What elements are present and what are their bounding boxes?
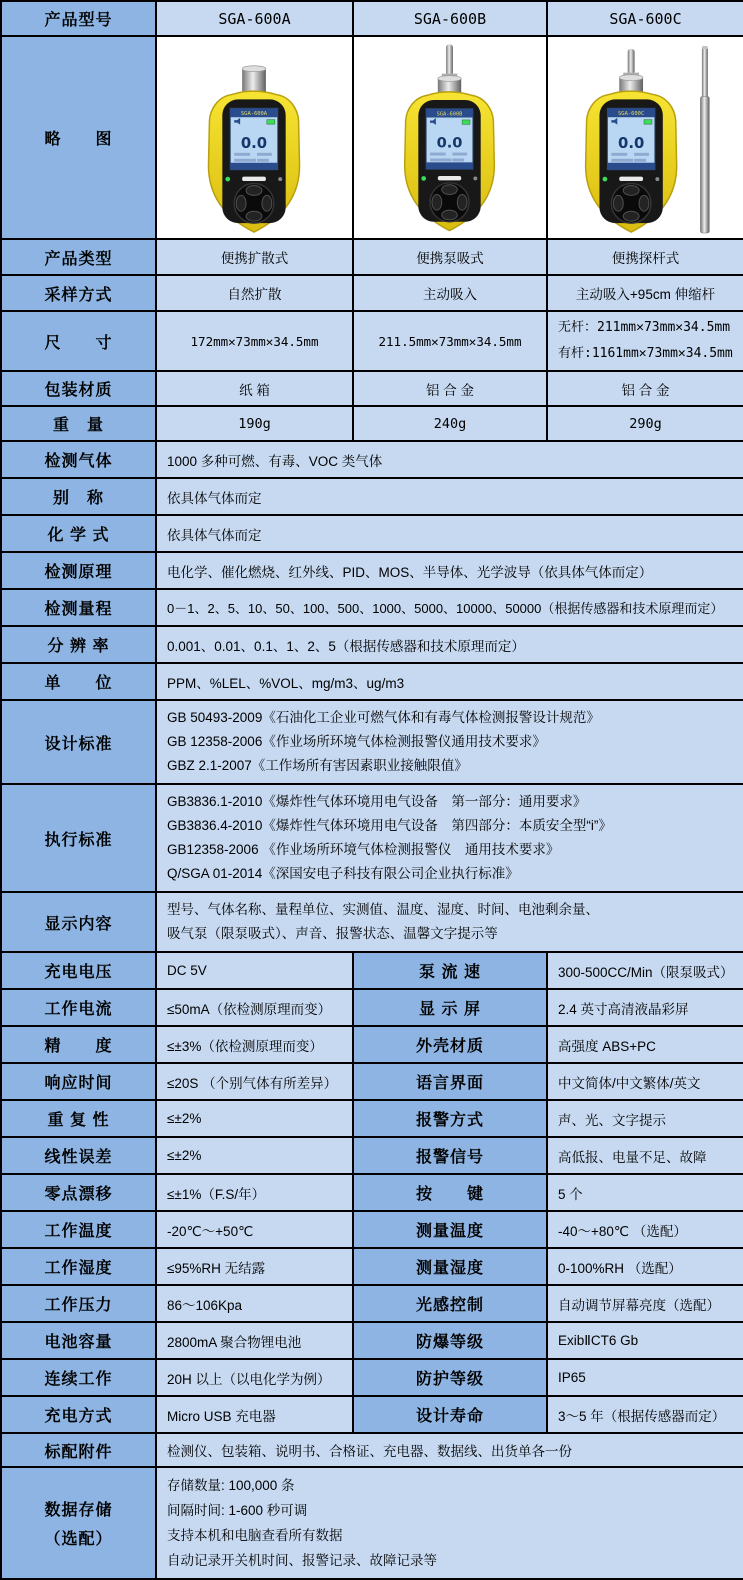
spec-label: 防爆等级 [353, 1322, 547, 1359]
sketch-cell-a [156, 36, 353, 239]
row-spec-4 [1, 1100, 743, 1137]
spec-label: 精 度 [1, 1026, 156, 1063]
spec-label: 重 复 性 [1, 1100, 156, 1137]
storage-lines [157, 1468, 743, 1578]
cell-value: 290g [547, 406, 743, 441]
content-line: 吸气泵（限泵吸式）、声音、报警状态、温馨文字提示等 [167, 926, 498, 941]
row-product-type [1, 239, 743, 275]
spec-label: 外壳材质 [353, 1026, 547, 1063]
standard-line: GB3836.4-2010《爆炸性气体环境用电气设备 第四部分：本质安全型“i”》 [167, 818, 612, 833]
storage-label-line-1: 数据存储 [44, 1502, 113, 1519]
spec-label: 响应时间 [1, 1063, 156, 1100]
spec-value: IP65 [547, 1359, 743, 1396]
model-name-a: SGA-600A [156, 1, 353, 36]
spec-value: 86～106Kpa [156, 1285, 353, 1322]
detector-a-illustration [157, 37, 352, 238]
spec-value: ≤±2% [156, 1137, 353, 1174]
cell-value: 便携探杆式 [547, 239, 743, 275]
spec-label: 测量温度 [353, 1211, 547, 1248]
row-label: 包装材质 [1, 371, 156, 406]
row-spec-0 [1, 952, 743, 989]
cell-value: 主动吸入 [353, 275, 547, 311]
spec-value: -40～+80℃ （选配） [547, 1211, 743, 1248]
model-name-c: SGA-600C [547, 1, 743, 36]
row-formula [1, 515, 743, 552]
row-spec-2 [1, 1026, 743, 1063]
telescopic-rod-icon [700, 46, 709, 233]
storage-line: 支持本机和电脑查看所有数据 [167, 1528, 343, 1543]
spec-label: 连续工作 [1, 1359, 156, 1396]
row-label: 检测原理 [1, 552, 156, 589]
row-spec-10 [1, 1322, 743, 1359]
storage-label-line-2: （选配） [44, 1531, 113, 1548]
spec-label: 测量湿度 [353, 1248, 547, 1285]
row-label: 标配附件 [1, 1433, 156, 1467]
row-sketch [1, 36, 743, 239]
spec-value: 0-100%RH （选配） [547, 1248, 743, 1285]
spec-value: 2800mA 聚合物锂电池 [156, 1322, 353, 1359]
spec-value: 5 个 [547, 1174, 743, 1211]
spec-value: ≤±2% [156, 1100, 353, 1137]
spec-label: 工作湿度 [1, 1248, 156, 1285]
row-data-storage [1, 1467, 743, 1579]
cell-value [156, 1467, 743, 1579]
row-model [1, 1, 743, 36]
standard-lines [157, 785, 743, 891]
row-label: 单 位 [1, 663, 156, 700]
spec-label: 设计寿命 [353, 1396, 547, 1433]
cell-value: 主动吸入+95cm 伸缩杆 [547, 275, 743, 311]
spec-label: 报警方式 [353, 1100, 547, 1137]
detector-c-illustration [548, 37, 743, 238]
detector-b-illustration [354, 37, 546, 238]
row-range [1, 589, 743, 626]
row-principle [1, 552, 743, 589]
spec-label: 防护等级 [353, 1359, 547, 1396]
cell-value [156, 784, 743, 892]
row-label-sketch: 略 图 [1, 36, 156, 239]
pump-probe-icon [628, 49, 635, 75]
storage-line: 间隔时间: 1-600 秒可调 [167, 1503, 308, 1518]
spec-value: DC 5V [156, 952, 353, 989]
cell-value [156, 700, 743, 784]
detector-c-image [548, 37, 743, 238]
spec-value: ExibⅡCT6 Gb [547, 1322, 743, 1359]
row-label: 尺 寸 [1, 311, 156, 371]
row-alias [1, 478, 743, 515]
spec-label: 泵 流 速 [353, 952, 547, 989]
spec-value: 2.4 英寸高清液晶彩屏 [547, 989, 743, 1026]
cell-value: 依具体气体而定 [156, 515, 743, 552]
storage-line: 存储数量: 100,000 条 [167, 1478, 295, 1493]
row-spec-5 [1, 1137, 743, 1174]
row-label: 分 辨 率 [1, 626, 156, 663]
row-sampling [1, 275, 743, 311]
row-size [1, 311, 743, 371]
row-resolution [1, 626, 743, 663]
spec-value: Micro USB 充电器 [156, 1396, 353, 1433]
spec-value: 3～5 年（根据传感器而定） [547, 1396, 743, 1433]
standard-line: GB 50493-2009《石油化工企业可燃气体和有毒气体检测报警设计规范》 [167, 710, 600, 725]
row-label: 显示内容 [1, 892, 156, 952]
size-line-2: 有杆:1161mm✕73mm✕34.5mm [558, 346, 733, 361]
spec-value: ≤20S （个别气体有所差异） [156, 1063, 353, 1100]
standard-line: GB3836.1-2010《爆炸性气体环境用电气设备 第一部分：通用要求》 [167, 794, 587, 809]
screen-reading: 0.0 [436, 134, 463, 152]
spec-value: 高低报、电量不足、故障 [547, 1137, 743, 1174]
row-design-standard [1, 700, 743, 784]
spec-label: 光感控制 [353, 1285, 547, 1322]
model-name-b: SGA-600B [353, 1, 547, 36]
storage-line: 自动记录开关机时间、报警记录、故障记录等 [167, 1553, 437, 1568]
screen-model-text: SGA-600A [240, 111, 268, 118]
screen-reading: 0.0 [618, 134, 645, 152]
row-display-content [1, 892, 743, 952]
content-line: 型号、气体名称、量程单位、实测值、温度、湿度、时间、电池剩余量、 [167, 902, 599, 917]
screen-reading: 0.0 [240, 134, 268, 152]
standard-line: GBZ 2.1-2007《工作场所有害因素职业接触限值》 [167, 758, 468, 773]
row-spec-3 [1, 1063, 743, 1100]
spec-label: 报警信号 [353, 1137, 547, 1174]
cell-value: 211.5mm✕73mm✕34.5mm [353, 311, 547, 371]
screen-model-text: SGA-600B [436, 111, 463, 118]
spec-value: ≤95%RH 无结露 [156, 1248, 353, 1285]
spec-value: -20℃～+50℃ [156, 1211, 353, 1248]
spec-value: 高强度 ABS+PC [547, 1026, 743, 1063]
standard-line: GB12358-2006 《作业场所环境气体检测报警仪 通用技术要求》 [167, 842, 560, 857]
cell-value: 172mm✕73mm✕34.5mm [156, 311, 353, 371]
spec-value: 中文简体/中文繁体/英文 [547, 1063, 743, 1100]
cell-value: 便携扩散式 [156, 239, 353, 275]
sensor-cap-icon [242, 69, 266, 94]
row-accessories [1, 1433, 743, 1467]
row-label: 化 学 式 [1, 515, 156, 552]
cell-value: 0－1、2、5、10、50、100、500、1000、5000、10000、50000（根据传感器和技术原理而定） [156, 589, 743, 626]
row-spec-7 [1, 1211, 743, 1248]
row-label: 检测气体 [1, 441, 156, 478]
spec-label: 工作温度 [1, 1211, 156, 1248]
cell-value: 1000 多种可燃、有毒、VOC 类气体 [156, 441, 743, 478]
spec-label: 电池容量 [1, 1322, 156, 1359]
row-spec-1 [1, 989, 743, 1026]
row-label: 别 称 [1, 478, 156, 515]
detector-a-image [157, 37, 352, 238]
spec-label: 语言界面 [353, 1063, 547, 1100]
spec-label: 工作电流 [1, 989, 156, 1026]
row-spec-6 [1, 1174, 743, 1211]
spec-label: 显 示 屏 [353, 989, 547, 1026]
spec-label: 工作压力 [1, 1285, 156, 1322]
spec-value: ≤±3%（依检测原理而变） [156, 1026, 353, 1063]
row-gas [1, 441, 743, 478]
cell-value: 检测仪、包装箱、说明书、合格证、充电器、数据线、出货单各一份 [156, 1433, 743, 1467]
spec-label: 零点漂移 [1, 1174, 156, 1211]
standard-line: Q/SGA 01-2014《深国安电子科技有限公司企业执行标准》 [167, 866, 519, 881]
spec-value: 300-500CC/Min（限泵吸式） [547, 952, 743, 989]
standard-line: GB 12358-2006《作业场所环境气体检测报警仪通用技术要求》 [167, 734, 546, 749]
cell-value: 电化学、催化燃烧、红外线、PID、MOS、半导体、光学波导（依具体气体而定） [156, 552, 743, 589]
cell-value: 铝 合 金 [547, 371, 743, 406]
cell-value: PPM、%LEL、%VOL、mg/m3、ug/m3 [156, 663, 743, 700]
cell-value: 纸 箱 [156, 371, 353, 406]
row-label: 设计标准 [1, 700, 156, 784]
row-packaging [1, 371, 743, 406]
cell-value: 依具体气体而定 [156, 478, 743, 515]
row-spec-9 [1, 1285, 743, 1322]
spec-label: 按 键 [353, 1174, 547, 1211]
row-label: 检测量程 [1, 589, 156, 626]
row-label: 产品类型 [1, 239, 156, 275]
spec-label: 线性误差 [1, 1137, 156, 1174]
spec-value: ≤50mA（依检测原理而变） [156, 989, 353, 1026]
screen-model-text: SGA-600C [618, 111, 645, 118]
cell-value: 190g [156, 406, 353, 441]
cell-value [547, 311, 743, 371]
sketch-cell-b [353, 36, 547, 239]
row-label: 采样方式 [1, 275, 156, 311]
row-exec-standard [1, 784, 743, 892]
cell-value: 铝 合 金 [353, 371, 547, 406]
row-label: 执行标准 [1, 784, 156, 892]
display-content-lines [157, 893, 743, 951]
cell-value: 自然扩散 [156, 275, 353, 311]
spec-label: 充电电压 [1, 952, 156, 989]
row-label [1, 1467, 156, 1579]
row-spec-11 [1, 1359, 743, 1396]
row-spec-12 [1, 1396, 743, 1433]
spec-label: 充电方式 [1, 1396, 156, 1433]
cell-value: 便携泵吸式 [353, 239, 547, 275]
pump-probe-icon [446, 44, 453, 75]
detector-b-image [354, 37, 546, 238]
standard-lines [157, 701, 743, 783]
spec-value: 自动调节屏幕亮度（选配） [547, 1285, 743, 1322]
row-label: 重 量 [1, 406, 156, 441]
spec-value: 20H 以上（以电化学为例） [156, 1359, 353, 1396]
row-label-model: 产品型号 [1, 1, 156, 36]
cell-value [156, 892, 743, 952]
size-line-1: 无杆：211mm✕73mm✕34.5mm [558, 320, 731, 335]
spec-value: ≤±1%（F.S/年） [156, 1174, 353, 1211]
cell-value: 0.001、0.01、0.1、1、2、5（根据传感器和技术原理而定） [156, 626, 743, 663]
row-spec-8 [1, 1248, 743, 1285]
row-weight [1, 406, 743, 441]
row-unit [1, 663, 743, 700]
sketch-cell-c [547, 36, 743, 239]
cell-value: 240g [353, 406, 547, 441]
spec-value: 声、光、文字提示 [547, 1100, 743, 1137]
